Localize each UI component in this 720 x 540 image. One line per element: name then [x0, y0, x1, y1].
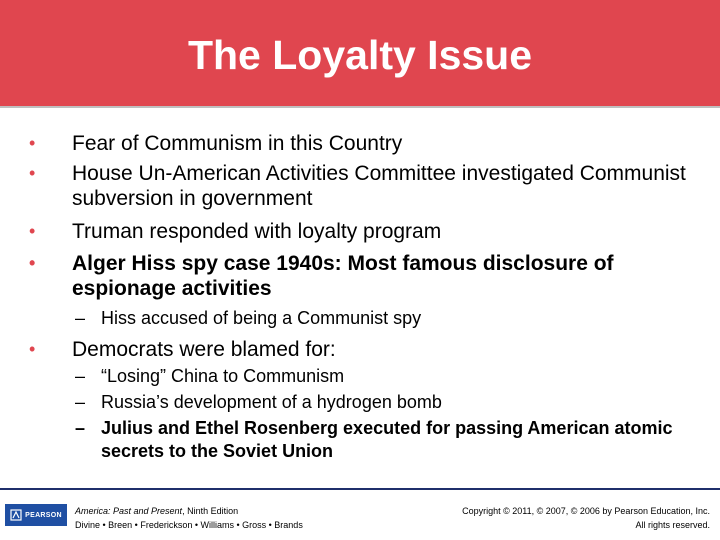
sub-bullet-item — [75, 417, 691, 463]
rights-text: All rights reserved. — [635, 520, 710, 530]
dash-icon: – — [75, 392, 86, 412]
dash-icon: – — [75, 366, 86, 386]
bullet-item — [29, 337, 692, 362]
bullet-item — [29, 161, 692, 211]
logo-text: PEARSON — [25, 511, 62, 519]
sub-bullet-item — [75, 365, 691, 388]
book-authors: Divine • Breen • Frederickson • Williams • Gross • Brands — [75, 520, 303, 530]
book-edition: , Ninth Edition — [182, 506, 239, 516]
pearson-logo — [5, 504, 67, 526]
sub-bullet-item — [75, 307, 691, 330]
bullet-text: House Un-American Activities Committee investigated Communist subversion in government — [72, 162, 686, 210]
footer-copyright — [462, 504, 710, 532]
bullet-text: Democrats were blamed for: — [72, 338, 336, 361]
sub-bullet-text: “Losing” China to Communism — [101, 366, 345, 386]
dash-icon: – — [75, 418, 86, 438]
book-title: America: Past and Present — [75, 506, 183, 516]
footer-divider — [0, 488, 720, 490]
footer-book-info — [75, 504, 303, 532]
title-bar — [0, 0, 720, 108]
bullet-text: Fear of Communism in this Country — [72, 132, 403, 155]
sub-bullet-text: Julius and Ethel Rosenberg executed for passing American atomic secrets to the Soviet Union — [101, 418, 673, 461]
bullet-icon: • — [29, 339, 36, 359]
sub-bullet-text: Hiss accused of being a Communist spy — [101, 308, 422, 328]
sub-bullet-item — [75, 391, 691, 414]
book-title-line — [75, 504, 303, 518]
bullet-text: Alger Hiss spy case 1940s: Most famous disclosure of espionage activities — [72, 252, 614, 300]
copyright-text: Copyright © 2011, © 2007, © 2006 by Pearson Education, Inc. — [462, 506, 710, 516]
bullet-item — [29, 251, 692, 301]
dash-icon: – — [75, 308, 86, 328]
bullet-icon: • — [29, 163, 36, 183]
bullet-icon: • — [29, 133, 36, 153]
bullet-icon: • — [29, 253, 36, 273]
slide-title: The Loyalty Issue — [187, 32, 533, 78]
sub-bullet-text: Russia’s development of a hydrogen bomb — [101, 392, 442, 412]
bullet-item — [29, 131, 692, 156]
bullet-icon: • — [29, 221, 36, 241]
bullet-item — [29, 219, 692, 244]
bullet-text: Truman responded with loyalty program — [72, 220, 442, 243]
pearson-logo-icon — [10, 509, 22, 521]
